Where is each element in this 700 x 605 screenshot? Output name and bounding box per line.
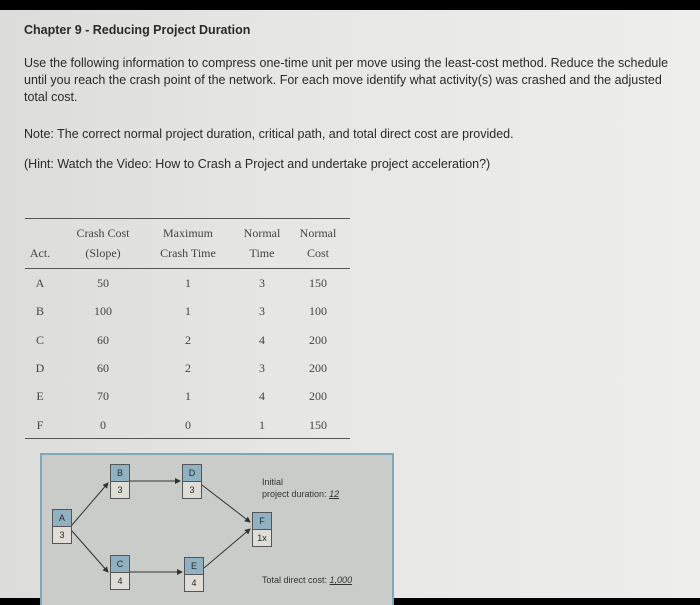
activity-label: A (35, 276, 45, 290)
node-duration: 3 (53, 527, 71, 543)
hint: (Hint: Watch the Video: How to Crash a Project and undertake project acceleration?) (24, 157, 491, 171)
table-cell: 70 (97, 389, 109, 404)
table-cell: 1 (259, 417, 265, 432)
activity-label: C (35, 332, 45, 347)
node-name: D (183, 465, 201, 482)
node-duration: 3 (183, 482, 201, 498)
arrow-e-f (204, 529, 250, 568)
table-cell: 3 (259, 360, 265, 375)
activity-label: B (35, 304, 45, 319)
cost-value: 1,000 (329, 575, 353, 585)
node-b (110, 464, 130, 499)
table-cell: 2 (185, 360, 191, 375)
activity-label: D (35, 360, 45, 375)
cost-label (262, 574, 352, 586)
table-cell: 50 (97, 276, 109, 290)
node-duration: 3 (111, 482, 129, 498)
node-f (252, 512, 272, 547)
activity-label: F (36, 417, 44, 432)
table-cell: 1 (185, 276, 191, 290)
node-name: C (111, 556, 129, 573)
table-bottom-rule (25, 438, 350, 439)
duration-label-line1: Initial (262, 477, 284, 487)
node-e (184, 557, 204, 592)
node-duration: 1x (253, 530, 271, 546)
page-title: Chapter 9 - Reducing Project Duration (24, 23, 251, 37)
duration-label-line2: project duration: (262, 489, 327, 499)
network-diagram (40, 453, 394, 605)
table-cell: 4 (259, 332, 265, 347)
table-cell: 0 (185, 417, 191, 432)
arrow-d-f (202, 485, 250, 522)
table-top-rule (25, 218, 350, 219)
duration-value: 12 (329, 489, 340, 499)
duration-label (262, 476, 339, 500)
column-header: Act. (29, 246, 51, 260)
node-d (182, 464, 202, 499)
cost-label-text: Total direct cost: (262, 575, 328, 585)
arrow-a-b (72, 483, 108, 525)
table-cell: 60 (97, 332, 109, 347)
column-header: Crash Cost (76, 226, 130, 240)
table-cell: 150 (309, 276, 327, 290)
table-header-rule (25, 268, 350, 269)
table-cell: 4 (259, 389, 265, 404)
node-name: E (185, 558, 203, 575)
table-cell: 3 (259, 276, 265, 290)
table-cell: 200 (309, 360, 327, 375)
node-a (52, 509, 72, 544)
table-cell: 60 (97, 360, 109, 375)
activity-label: E (36, 389, 44, 404)
arrow-a-c (72, 531, 108, 572)
instructions: Use the following information to compress one-time unit per move using the least-cost method. Reduce the schedule until you reach the crash point of the network. For each move identify what activity(s) was crashed and the adjusted total cost. (24, 56, 669, 104)
node-name: F (253, 513, 271, 530)
table-cell: 1 (185, 389, 191, 404)
table-cell: 3 (259, 304, 265, 319)
column-header: Crash Time (160, 246, 216, 260)
note: Note: The correct normal project duration, critical path, and total direct cost are provided. (24, 127, 514, 141)
column-header: Cost (306, 246, 330, 260)
table-cell: 1 (185, 304, 191, 319)
document-page (0, 10, 700, 598)
table-cell: 200 (309, 389, 327, 404)
column-header: Time (249, 246, 275, 260)
node-duration: 4 (185, 575, 203, 591)
node-name: A (53, 510, 71, 527)
table-cell: 0 (100, 417, 106, 432)
table-cell: 100 (94, 304, 112, 319)
node-duration: 4 (111, 573, 129, 589)
column-header: Normal (243, 226, 281, 240)
node-c (110, 555, 130, 590)
table-cell: 200 (309, 332, 327, 347)
column-header: Maximum (163, 226, 213, 240)
node-name: B (111, 465, 129, 482)
table-cell: 2 (185, 332, 191, 347)
column-header: (Slope) (85, 246, 121, 260)
table-cell: 100 (309, 304, 327, 319)
table-cell: 150 (309, 417, 327, 432)
column-header: Normal (299, 226, 337, 240)
